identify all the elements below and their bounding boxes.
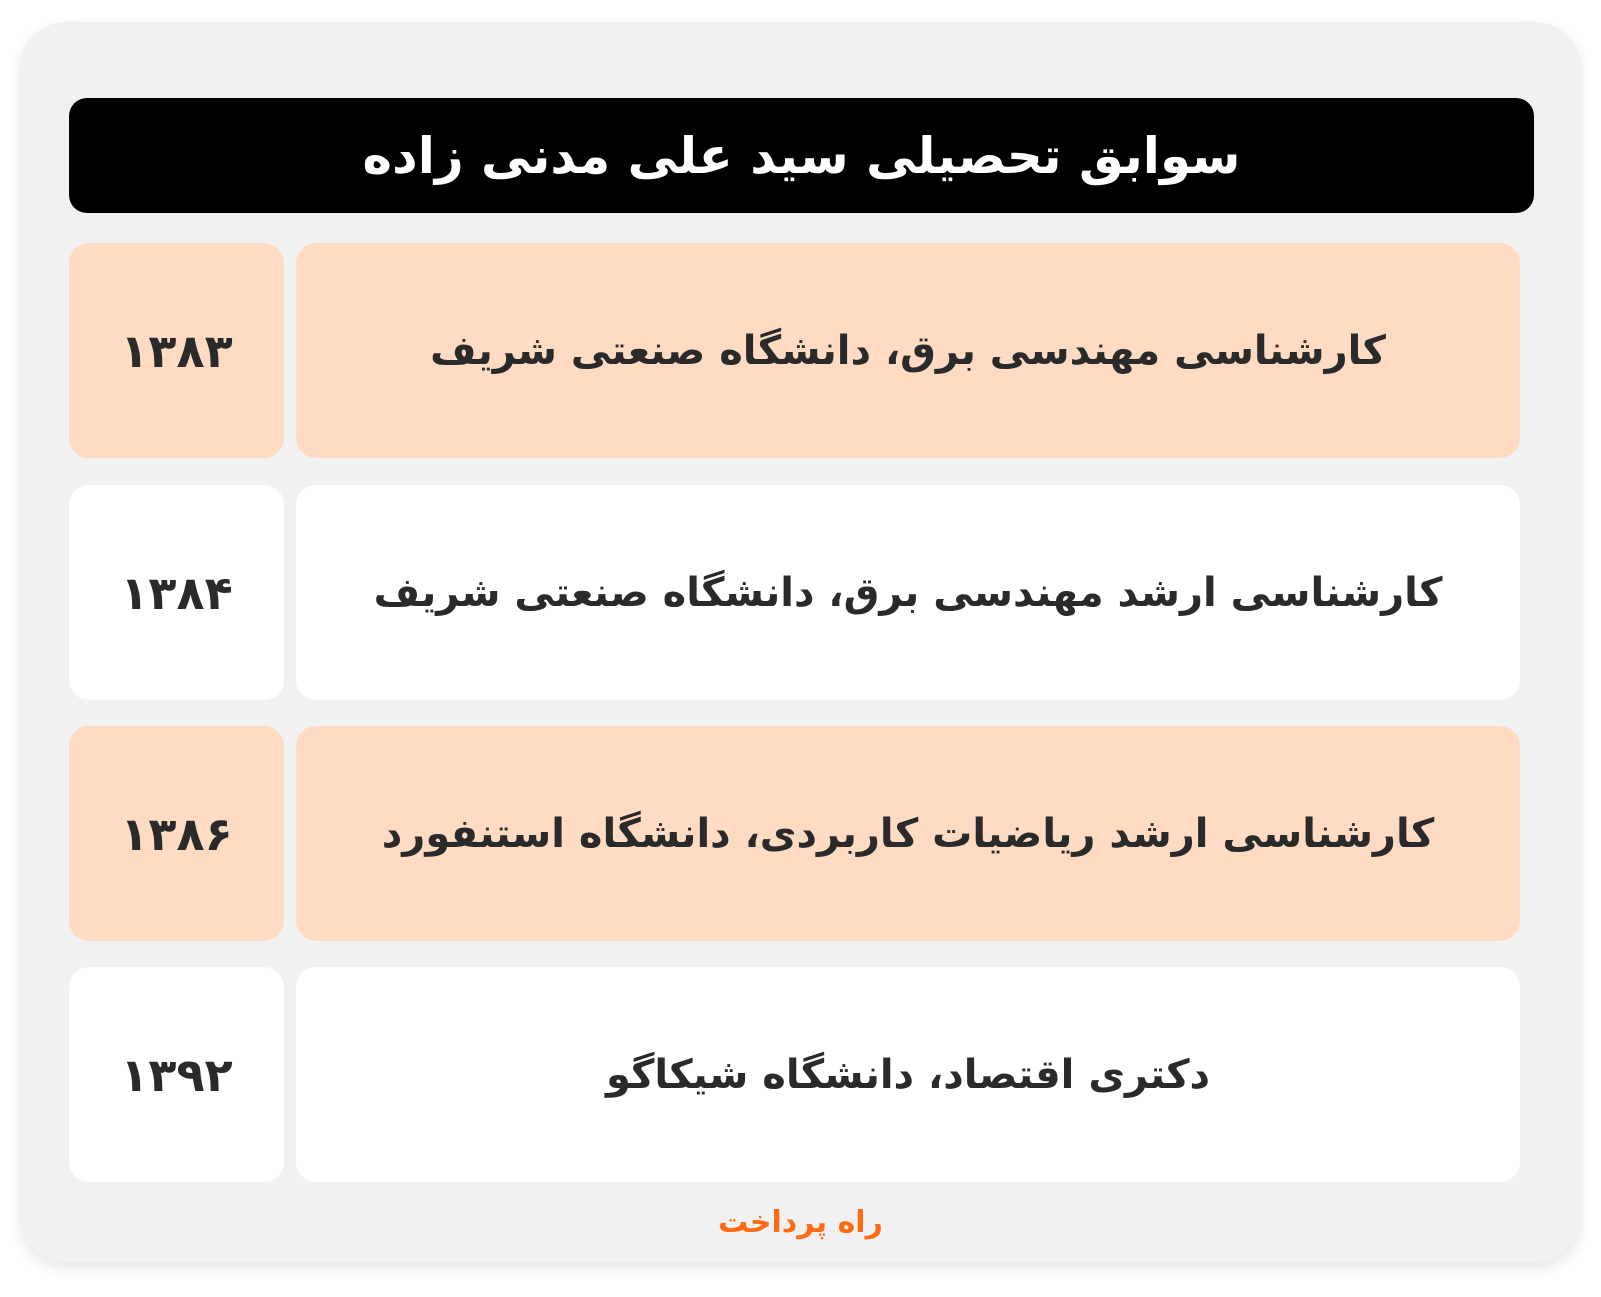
row-3-degree: کارشناسی ارشد ریاضیات کاربردی، دانشگاه استنفورد xyxy=(296,726,1520,941)
row-2-year: ۱۳۸۴ xyxy=(69,485,284,700)
row-4-year: ۱۳۹۲ xyxy=(69,967,284,1182)
row-4-degree: دکتری اقتصاد، دانشگاه شیکاگو xyxy=(296,967,1520,1182)
title-bar xyxy=(69,98,1534,213)
row-3-year: ۱۳۸۶ xyxy=(69,726,284,941)
row-1-degree: کارشناسی مهندسی برق، دانشگاه صنعتی شریف xyxy=(296,243,1520,458)
page-title: سوابق تحصیلی سید علی مدنی زاده xyxy=(362,126,1241,185)
raahpardakht-logo-icon: راه پرداخت xyxy=(718,1205,883,1240)
row-2-degree: کارشناسی ارشد مهندسی برق، دانشگاه صنعتی شریف xyxy=(296,485,1520,700)
row-1-year: ۱۳۸۳ xyxy=(69,243,284,458)
